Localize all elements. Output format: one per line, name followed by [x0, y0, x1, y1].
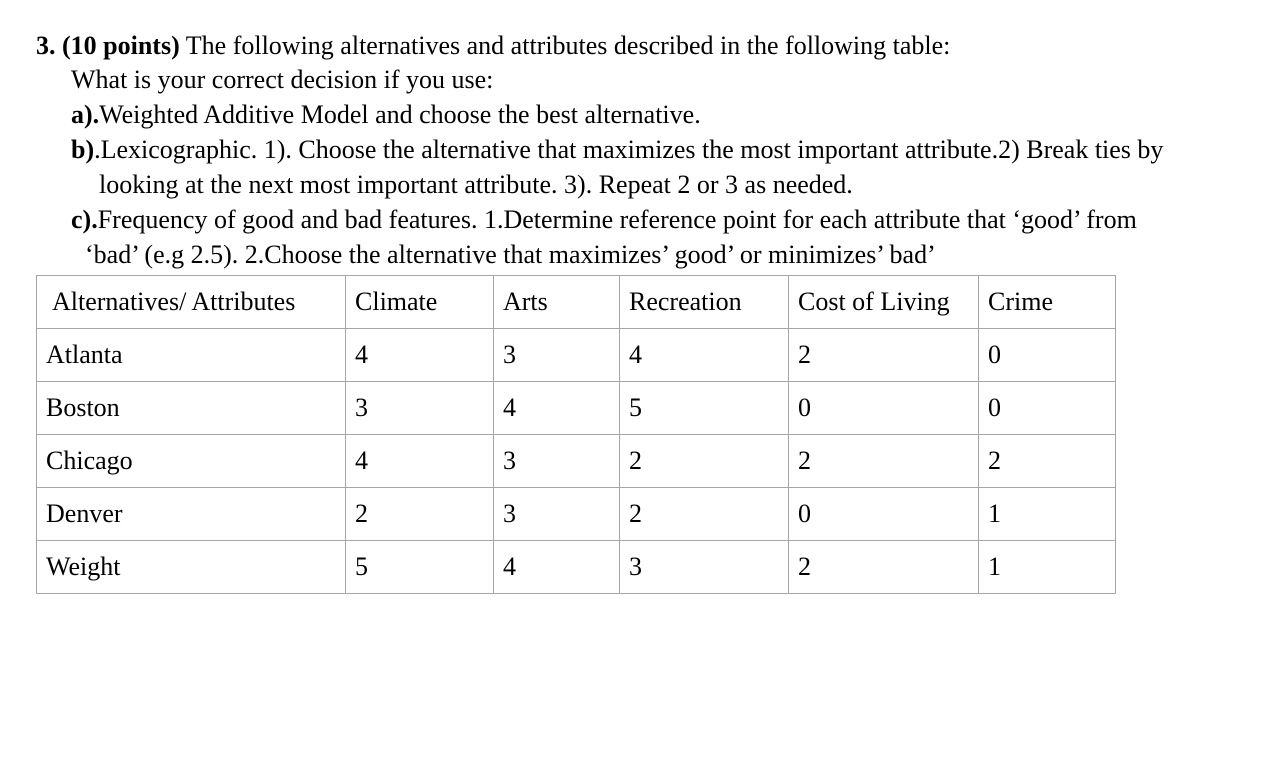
table-cell: 3: [346, 382, 494, 435]
table-cell: 4: [494, 382, 620, 435]
table-header-cell: Alternatives/ Attributes: [37, 276, 346, 329]
table-cell: 2: [620, 488, 789, 541]
table-header-cell: Cost of Living: [789, 276, 979, 329]
table-cell: Atlanta: [37, 329, 346, 382]
table-header-cell: Crime: [979, 276, 1116, 329]
question-points: (10 points): [62, 31, 180, 60]
table-cell: 4: [346, 329, 494, 382]
table-row: [37, 488, 1116, 541]
table-cell: 3: [494, 329, 620, 382]
table-header-cell: Recreation: [620, 276, 789, 329]
table-cell: 0: [979, 382, 1116, 435]
part-a: [71, 98, 701, 132]
table-cell: 4: [346, 435, 494, 488]
question-number: 3.: [36, 31, 56, 60]
part-c: [71, 203, 1137, 237]
table-cell: Boston: [37, 382, 346, 435]
table-row: [37, 382, 1116, 435]
attributes-table: [36, 275, 1116, 594]
table-header-cell: Arts: [494, 276, 620, 329]
table-row: [37, 435, 1116, 488]
table-cell: Weight: [37, 541, 346, 594]
question-title: [36, 29, 950, 63]
table-cell: 2: [979, 435, 1116, 488]
table-cell: 5: [346, 541, 494, 594]
table-cell: 0: [789, 382, 979, 435]
table-cell: Chicago: [37, 435, 346, 488]
table-cell: 2: [789, 541, 979, 594]
part-c-text-2: ‘bad’ (e.g 2.5). 2.Choose the alternative that maximizes’ good’ or minimizes’ bad’: [85, 240, 936, 269]
table-cell: 3: [620, 541, 789, 594]
table-cell: 3: [494, 435, 620, 488]
question-prompt: What is your correct decision if you use:: [71, 65, 494, 94]
table-cell: 5: [620, 382, 789, 435]
table-cell: Denver: [37, 488, 346, 541]
part-a-label: a).: [71, 100, 100, 129]
part-b-label: b): [71, 135, 95, 164]
table-row: [37, 541, 1116, 594]
table-cell: 0: [789, 488, 979, 541]
part-b: [71, 133, 1163, 167]
table-cell: 1: [979, 541, 1116, 594]
table-cell: 0: [979, 329, 1116, 382]
table-cell: 2: [789, 435, 979, 488]
table-cell: 2: [620, 435, 789, 488]
question-intro: The following alternatives and attributes described in the following table:: [179, 31, 951, 60]
table-cell: 4: [494, 541, 620, 594]
table-cell: 1: [979, 488, 1116, 541]
table-header-cell: Climate: [346, 276, 494, 329]
table-row: [37, 329, 1116, 382]
table-cell: 4: [620, 329, 789, 382]
table-cell: 2: [346, 488, 494, 541]
part-b-text-2: looking at the next most important attribute. 3). Repeat 2 or 3 as needed.: [99, 170, 853, 199]
table-cell: 3: [494, 488, 620, 541]
part-a-text: Weighted Additive Model and choose the best alternative.: [99, 100, 701, 129]
part-c-text-1: Frequency of good and bad features. 1.Determine reference point for each attribute that ‘good’ from: [97, 205, 1137, 234]
part-c-label: c).: [71, 205, 98, 234]
table-header-row: [37, 276, 1116, 329]
part-b-text-1: .Lexicographic. 1). Choose the alternative that maximizes the most important attribute.2) Break ties by: [94, 135, 1164, 164]
table-cell: 2: [789, 329, 979, 382]
